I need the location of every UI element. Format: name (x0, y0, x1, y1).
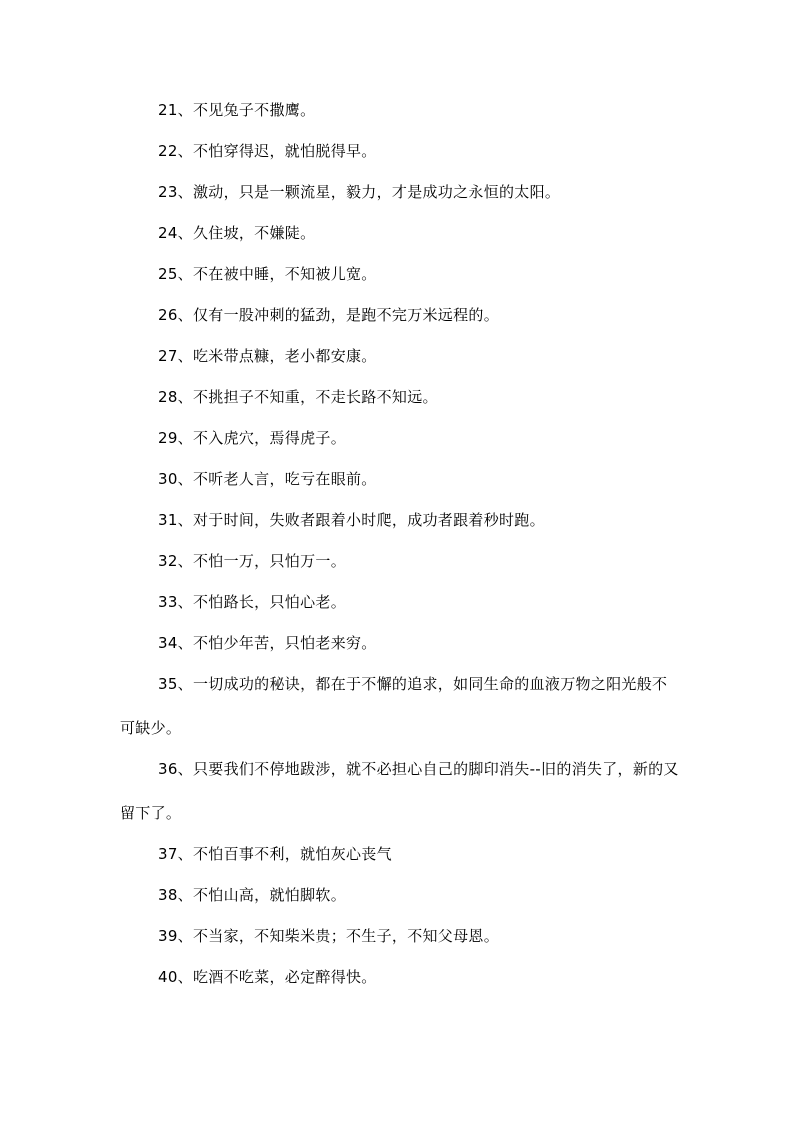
list-item-27: 27、吃米带点糠，老小都安康。 (158, 347, 377, 365)
list-item-29: 29、不入虎穴，焉得虎子。 (158, 429, 346, 447)
list-item-32: 32、不怕一万，只怕万一。 (158, 552, 346, 570)
list-item-31: 31、对于时间，失败者跟着小时爬，成功者跟着秒时跑。 (158, 511, 545, 529)
list-item-33: 33、不怕路长，只怕心老。 (158, 593, 346, 611)
list-item-24: 24、久住坡，不嫌陡。 (158, 224, 316, 242)
list-item-26: 26、仅有一股冲刺的猛劲，是跑不完万米远程的。 (158, 306, 499, 324)
list-item-37: 37、不怕百事不利，就怕灰心丧气 (158, 845, 392, 863)
list-item-40: 40、吃酒不吃菜，必定醉得快。 (158, 968, 377, 986)
list-item-22: 22、不怕穿得迟，就怕脱得早。 (158, 142, 377, 160)
list-item-35: 35、一切成功的秘诀，都在于不懈的追求，如同生命的血液万物之阳光般不可缺少。 (120, 675, 668, 737)
list-item-28: 28、不挑担子不知重，不走长路不知远。 (158, 388, 438, 406)
list-item-30: 30、不听老人言，吃亏在眼前。 (158, 470, 377, 488)
list-item-36: 36、只要我们不停地跋涉，就不必担心自己的脚印消失--旧的消失了，新的又留下了。 (120, 760, 679, 822)
list-item-25: 25、不在被中睡，不知被儿宽。 (158, 265, 377, 283)
list-item-21: 21、不见兔子不撒鹰。 (158, 101, 316, 119)
list-item-39: 39、不当家，不知柴米贵；不生子，不知父母恩。 (158, 927, 499, 945)
list-item-38: 38、不怕山高，就怕脚软。 (158, 886, 346, 904)
list-item-34: 34、不怕少年苦，只怕老来穷。 (158, 634, 377, 652)
list-item-23: 23、激动，只是一颗流星，毅力，才是成功之永恒的太阳。 (158, 183, 561, 201)
document-body (120, 100, 680, 1008)
